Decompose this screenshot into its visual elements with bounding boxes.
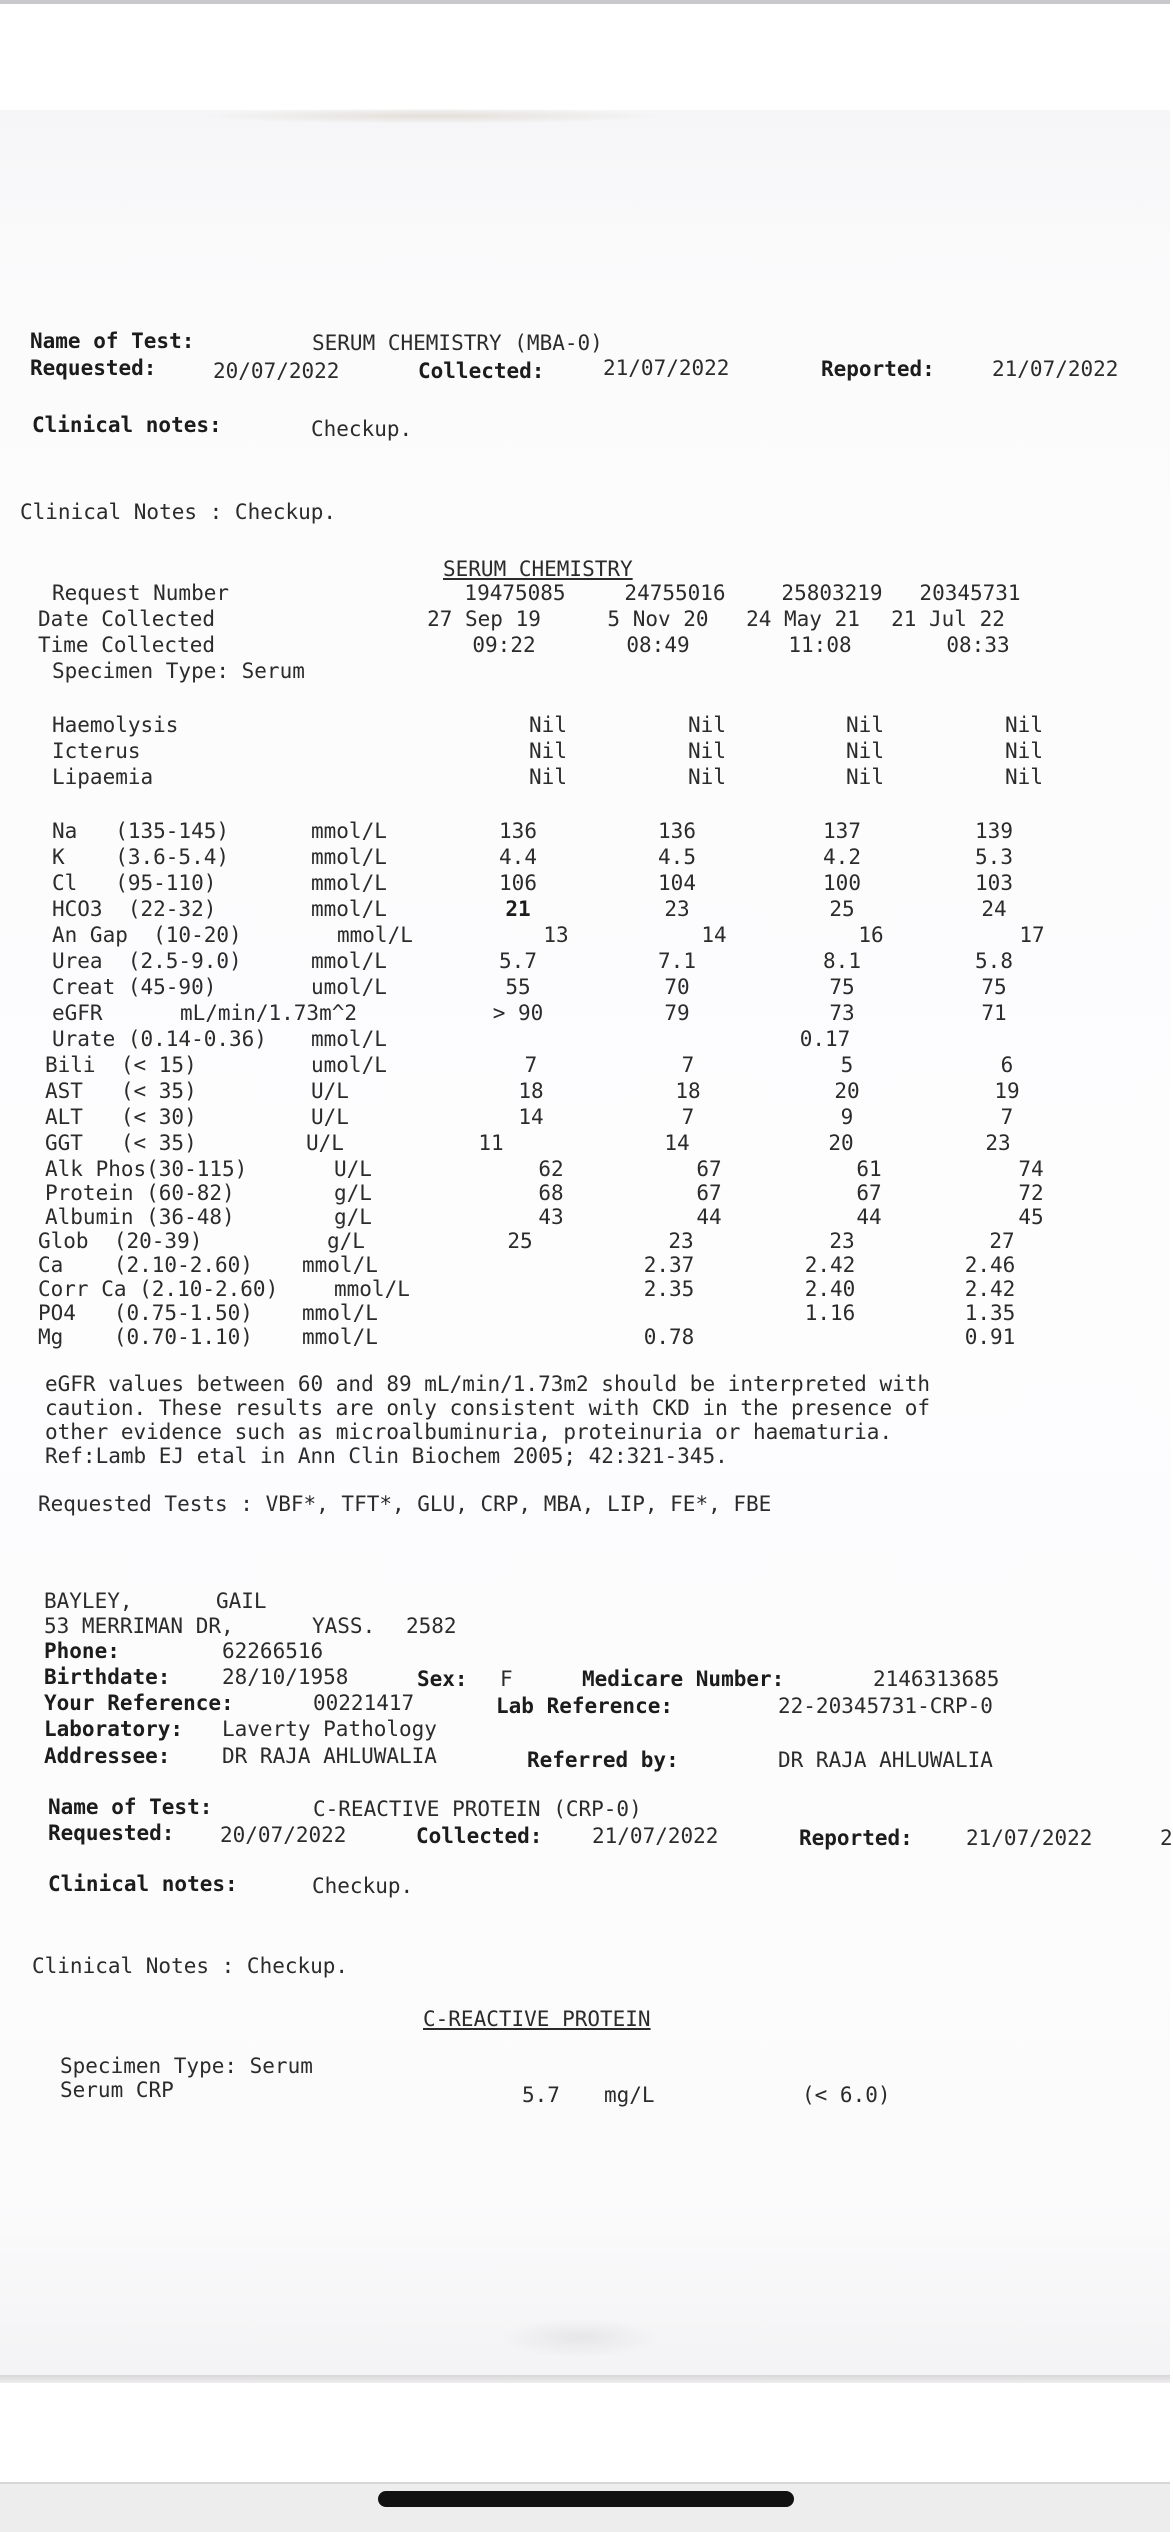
analyte-label: eGFR (52, 1001, 103, 1025)
analyte-unit: U/L (306, 1131, 344, 1155)
analyte-value: 7 (681, 1105, 695, 1129)
analyte-label: HCO3 (22-32) (52, 897, 217, 921)
analyte-value: 45 (1018, 1205, 1044, 1229)
medicare-value: 2146313685 (873, 1667, 1000, 1691)
analyte-value: 14 (701, 923, 727, 947)
patient-given-name: GAIL (216, 1589, 267, 1613)
analyte-unit: g/L (327, 1229, 365, 1253)
crp-value: 5.7 (522, 2083, 560, 2107)
analyte-value: 25 (507, 1229, 533, 1253)
analyte-unit: mmol/L (311, 871, 387, 895)
patient-town: YASS. (312, 1614, 376, 1638)
phone-value: 62266516 (222, 1639, 324, 1663)
analyte-label: Ca (2.10-2.60) (38, 1253, 253, 1277)
request-number-label: Request Number (52, 581, 230, 605)
analyte-value: 17 (1019, 923, 1045, 947)
patient-postcode: 2582 (406, 1614, 457, 1638)
time-collected-label: Time Collected (38, 633, 216, 657)
requested-tests: Requested Tests : VBF*, TFT*, GLU, CRP, MBA, LIP, FE*, FBE (38, 1492, 772, 1516)
analyte-value: 73 (829, 1001, 855, 1025)
analyte-label: Corr Ca (2.10-2.60) (38, 1277, 279, 1301)
analyte-value: 7 (524, 1053, 538, 1077)
requested-value: 20/07/2022 (220, 1823, 347, 1847)
analyte-label: Na (135-145) (52, 819, 230, 843)
requested-value: 20/07/2022 (213, 359, 340, 383)
qualifier-value: Nil (688, 739, 726, 763)
analyte-value: 5.8 (975, 949, 1013, 973)
analyte-value: 9 (840, 1105, 854, 1129)
qualifier-value: Nil (1005, 739, 1043, 763)
analyte-value: 74 (1018, 1157, 1044, 1181)
analyte-unit: mmol/L (311, 949, 387, 973)
qualifier-value: Nil (688, 765, 726, 789)
analyte-value: 23 (664, 897, 690, 921)
analyte-value: 4.5 (658, 845, 696, 869)
analyte-label: Protein (60-82) (45, 1181, 235, 1205)
analyte-unit: umol/L (311, 1053, 387, 1077)
requested-label: Requested: (48, 1821, 175, 1845)
qualifier-value: Nil (688, 713, 726, 737)
time-collected-col4: 08:33 (946, 633, 1010, 657)
analyte-unit: mL/min/1.73m^2 (180, 1001, 358, 1025)
birthdate-label: Birthdate: (44, 1665, 171, 1689)
analyte-value: 106 (499, 871, 537, 895)
analyte-value: 72 (1018, 1181, 1044, 1205)
reported-label: Reported: (821, 357, 935, 381)
analyte-value: 1.35 (964, 1301, 1016, 1325)
analyte-value: 75 (829, 975, 855, 999)
patient-surname: BAYLEY, (44, 1589, 133, 1613)
analyte-value: 11 (478, 1131, 504, 1155)
egfr-note-line: caution. These results are only consistent with CKD in the presence of (45, 1396, 931, 1420)
reported-label: Reported: (799, 1826, 913, 1850)
home-indicator[interactable] (378, 2491, 794, 2507)
analyte-unit: g/L (334, 1205, 372, 1229)
egfr-note-line: other evidence such as microalbuminuria, proteinuria or haematuria. (45, 1420, 893, 1444)
analyte-value: 25 (829, 897, 855, 921)
analyte-value: 44 (696, 1205, 722, 1229)
name-of-test-label: Name of Test: (30, 329, 195, 353)
date-collected-col4: 21 Jul 22 (891, 607, 1005, 631)
name-of-test-label: Name of Test: (48, 1795, 213, 1819)
section-title: SERUM CHEMISTRY (443, 557, 633, 581)
collected-value: 21/07/2022 (603, 356, 730, 380)
analyte-label: Bili (< 15) (45, 1053, 197, 1077)
your-reference-value: 00221417 (313, 1691, 415, 1715)
analyte-value: 4.2 (823, 845, 861, 869)
analyte-unit: mmol/L (302, 1325, 378, 1349)
qualifier-label: Lipaemia (52, 765, 154, 789)
request-number-col1: 19475085 (464, 581, 566, 605)
request-number-col3: 25803219 (781, 581, 883, 605)
addressee-label: Addressee: (44, 1744, 171, 1768)
referred-by-label: Referred by: (527, 1748, 679, 1772)
qualifier-value: Nil (1005, 765, 1043, 789)
analyte-value: 44 (856, 1205, 882, 1229)
analyte-value: > 90 (492, 1001, 544, 1025)
analyte-unit: mmol/L (311, 1027, 387, 1051)
sex-label: Sex: (417, 1667, 468, 1691)
analyte-value: 27 (989, 1229, 1015, 1253)
analyte-label: Creat (45-90) (52, 975, 217, 999)
lab-reference-label: Lab Reference: (496, 1694, 674, 1718)
analyte-value: 136 (658, 819, 696, 843)
analyte-unit: umol/L (311, 975, 387, 999)
birthdate-value: 28/10/1958 (222, 1665, 349, 1689)
analyte-label: Cl (95-110) (52, 871, 217, 895)
phone-label: Phone: (44, 1639, 120, 1663)
specimen-type-line: Specimen Type: Serum (60, 2054, 313, 2078)
analyte-unit: mmol/L (311, 897, 387, 921)
patient-address: 53 MERRIMAN DR, (44, 1614, 234, 1638)
analyte-value: 5.7 (499, 949, 537, 973)
analyte-value: 18 (675, 1079, 701, 1103)
analyte-unit: U/L (334, 1157, 372, 1181)
overflow-text: 2 (1160, 1826, 1173, 1850)
analyte-unit: g/L (334, 1181, 372, 1205)
analyte-value: 104 (658, 871, 696, 895)
analyte-unit: U/L (311, 1079, 349, 1103)
date-collected-col3: 24 May 21 (746, 607, 860, 631)
laboratory-value: Laverty Pathology (222, 1717, 437, 1741)
clinical-notes-label: Clinical notes: (32, 413, 222, 437)
date-collected-col2: 5 Nov 20 (607, 607, 709, 631)
paper-edge (0, 2375, 1170, 2383)
clinical-notes-value: Checkup. (311, 417, 413, 441)
analyte-value-flagged: 21 (505, 897, 531, 921)
analyte-value: 20 (828, 1131, 854, 1155)
analyte-value: 55 (505, 975, 531, 999)
medicare-label: Medicare Number: (582, 1667, 785, 1691)
clinical-notes-line: Clinical Notes : Checkup. (32, 1954, 349, 1978)
analyte-label: Urate (0.14-0.36) (52, 1027, 267, 1051)
collected-value: 21/07/2022 (592, 1824, 719, 1848)
analyte-value: 67 (696, 1157, 722, 1181)
analyte-label: AST (< 35) (45, 1079, 197, 1103)
laboratory-label: Laboratory: (44, 1717, 184, 1741)
clinical-notes-line: Clinical Notes : Checkup. (20, 500, 337, 524)
top-border (0, 0, 1170, 4)
analyte-value: 4.4 (499, 845, 537, 869)
analyte-value: 1.16 (804, 1301, 856, 1325)
reported-value: 21/07/2022 (992, 357, 1119, 381)
analyte-value: 67 (856, 1181, 882, 1205)
your-reference-label: Your Reference: (44, 1691, 234, 1715)
egfr-note-line: eGFR values between 60 and 89 mL/min/1.73m2 should be interpreted with (45, 1372, 931, 1396)
analyte-value: 70 (664, 975, 690, 999)
analyte-value: 5 (840, 1053, 854, 1077)
egfr-note-line: Ref:Lamb EJ etal in Ann Clin Biochem 2005; 42:321-345. (45, 1444, 728, 1468)
analyte-value: 0.91 (964, 1325, 1016, 1349)
collected-label: Collected: (416, 1824, 543, 1848)
qualifier-value: Nil (529, 765, 567, 789)
analyte-label: Albumin (36-48) (45, 1205, 235, 1229)
analyte-value: 24 (981, 897, 1007, 921)
analyte-label: GGT (< 35) (45, 1131, 197, 1155)
analyte-unit: mmol/L (334, 1277, 410, 1301)
analyte-value: 20 (834, 1079, 860, 1103)
date-collected-col1: 27 Sep 19 (427, 607, 541, 631)
analyte-value: 5.3 (975, 845, 1013, 869)
analyte-label: K (3.6-5.4) (52, 845, 230, 869)
analyte-value: 103 (975, 871, 1013, 895)
qualifier-value: Nil (846, 765, 884, 789)
analyte-value: 2.40 (804, 1277, 856, 1301)
analyte-value: 23 (985, 1131, 1011, 1155)
qualifier-value: Nil (529, 739, 567, 763)
analyte-value: 19 (994, 1079, 1020, 1103)
crp-unit: mg/L (604, 2083, 655, 2107)
analyte-unit: U/L (311, 1105, 349, 1129)
request-number-col4: 20345731 (919, 581, 1021, 605)
analyte-value: 14 (664, 1131, 690, 1155)
analyte-value: 7.1 (658, 949, 696, 973)
qualifier-value: Nil (846, 739, 884, 763)
analyte-value: 136 (499, 819, 537, 843)
paper-smudge (500, 2318, 660, 2358)
paper-smudge (190, 108, 670, 124)
analyte-label: Mg (0.70-1.10) (38, 1325, 253, 1349)
reported-value: 21/07/2022 (966, 1826, 1093, 1850)
qualifier-label: Haemolysis (52, 713, 179, 737)
lab-reference-value: 22-20345731-CRP-0 (778, 1694, 993, 1718)
specimen-type-line: Specimen Type: Serum (52, 659, 305, 683)
analyte-value: 2.42 (964, 1277, 1016, 1301)
referred-by-value: DR RAJA AHLUWALIA (778, 1748, 993, 1772)
analyte-unit: mmol/L (337, 923, 413, 947)
analyte-value: 67 (696, 1181, 722, 1205)
crp-label: Serum CRP (60, 2078, 174, 2102)
analyte-value: 0.17 (799, 1027, 851, 1051)
section-title: C-REACTIVE PROTEIN (423, 2007, 651, 2031)
qualifier-label: Icterus (52, 739, 141, 763)
analyte-value: 2.35 (643, 1277, 695, 1301)
analyte-value: 23 (668, 1229, 694, 1253)
time-collected-col1: 09:22 (472, 633, 536, 657)
analyte-value: 43 (538, 1205, 564, 1229)
analyte-label: Urea (2.5-9.0) (52, 949, 242, 973)
analyte-value: 2.42 (804, 1253, 856, 1277)
analyte-value: 79 (664, 1001, 690, 1025)
requested-label: Requested: (30, 356, 157, 380)
addressee-value: DR RAJA AHLUWALIA (222, 1744, 437, 1768)
request-number-col2: 24755016 (624, 581, 726, 605)
time-collected-col2: 08:49 (626, 633, 690, 657)
analyte-value: 0.78 (643, 1325, 695, 1349)
analyte-value: 7 (681, 1053, 695, 1077)
clinical-notes-label: Clinical notes: (48, 1872, 238, 1896)
analyte-unit: mmol/L (311, 845, 387, 869)
analyte-value: 62 (538, 1157, 564, 1181)
analyte-value: 2.37 (643, 1253, 695, 1277)
analyte-value: 61 (856, 1157, 882, 1181)
crp-reference-range: (< 6.0) (802, 2083, 891, 2107)
analyte-value: 18 (518, 1079, 544, 1103)
analyte-value: 137 (823, 819, 861, 843)
analyte-label: PO4 (0.75-1.50) (38, 1301, 253, 1325)
analyte-label: ALT (< 30) (45, 1105, 197, 1129)
date-collected-label: Date Collected (38, 607, 216, 631)
analyte-value: 13 (543, 923, 569, 947)
sex-value: F (500, 1667, 513, 1691)
analyte-value: 7 (1000, 1105, 1014, 1129)
name-of-test-value: C-REACTIVE PROTEIN (CRP-0) (313, 1797, 642, 1821)
analyte-label: An Gap (10-20) (52, 923, 242, 947)
analyte-value: 100 (823, 871, 861, 895)
analyte-value: 68 (538, 1181, 564, 1205)
time-collected-col3: 11:08 (788, 633, 852, 657)
analyte-value: 75 (981, 975, 1007, 999)
analyte-value: 14 (518, 1105, 544, 1129)
analyte-unit: mmol/L (302, 1253, 378, 1277)
analyte-label: Glob (20-39) (38, 1229, 203, 1253)
qualifier-value: Nil (846, 713, 884, 737)
analyte-value: 8.1 (823, 949, 861, 973)
analyte-label: Alk Phos(30-115) (45, 1157, 248, 1181)
analyte-value: 16 (858, 923, 884, 947)
analyte-unit: mmol/L (302, 1301, 378, 1325)
qualifier-value: Nil (529, 713, 567, 737)
analyte-value: 23 (829, 1229, 855, 1253)
collected-label: Collected: (418, 359, 545, 383)
analyte-unit: mmol/L (311, 819, 387, 843)
analyte-value: 71 (981, 1001, 1007, 1025)
analyte-value: 139 (975, 819, 1013, 843)
analyte-value: 2.46 (964, 1253, 1016, 1277)
qualifier-value: Nil (1005, 713, 1043, 737)
name-of-test-value: SERUM CHEMISTRY (MBA-0) (312, 331, 603, 355)
clinical-notes-value: Checkup. (312, 1874, 414, 1898)
analyte-value: 6 (1000, 1053, 1014, 1077)
